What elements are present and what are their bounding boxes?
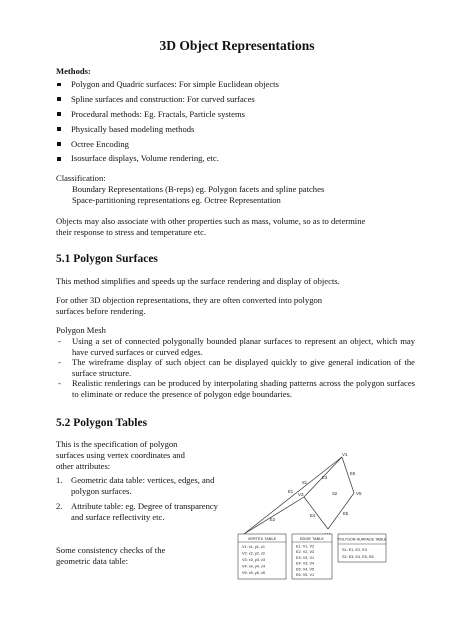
edge-table-row: E5: V4, V5 (296, 567, 315, 572)
mesh-item: - The wireframe display of such object can be displayed quickly to give general indication of the surface structure. (56, 357, 415, 378)
paragraph-line: This is the specification of polygon (56, 439, 178, 449)
vertex-label: V3 (298, 492, 304, 497)
edge-table-row: E4: V3, V4 (296, 561, 315, 566)
section-heading: 5.2 Polygon Tables (56, 417, 148, 429)
edge-line (304, 497, 328, 529)
edge-table-row: E3: V3, V1 (296, 555, 315, 560)
methods-item: Octree Encoding (56, 139, 279, 154)
polygon-tables-list (56, 475, 229, 524)
edge-label: E6 (350, 471, 356, 476)
item-text: Geometric data table: vertices, edges, and polygon surfaces. (71, 475, 215, 497)
vertex-table-title: VERTEX TABLE (247, 536, 277, 541)
mesh-item: - Using a set of connected polygonally bounded planar surfaces to represent an object, which may have curved surfaces or curved edges. (56, 336, 415, 357)
vertex-table-row: V4: x4, y4, z4 (242, 564, 266, 569)
paragraph-line: This method simplifies and speeds up the surface rendering and display of objects. (56, 276, 340, 286)
vertex-label: V1 (342, 452, 348, 457)
methods-item: Procedural methods: Eg. Fractals, Particle systems (56, 109, 279, 124)
paragraph-line: surfaces using vertex coordinates and (56, 450, 185, 460)
edge-line (244, 457, 342, 534)
vertex-label: V5 (356, 491, 362, 496)
vertex-table-row: V2: x2, y2, z2 (242, 551, 266, 556)
polygon-mesh-list (56, 336, 415, 400)
paragraph-line: Objects may also associate with other properties such as mass, volume, so as to determine (56, 216, 366, 226)
paragraph-line: surfaces before rendering. (56, 306, 146, 316)
item-number: 2. (56, 500, 63, 511)
methods-list (56, 79, 279, 168)
polygon-mesh-heading: Polygon Mesh (56, 325, 106, 335)
vertex-table-row: V3: x3, y3, z3 (242, 558, 266, 562)
edge-table-row: E6: V5, V1 (296, 573, 315, 577)
edge-line (328, 493, 354, 529)
paragraph-line: other attributes: (56, 461, 111, 471)
classification-heading: Classification: (56, 173, 106, 183)
edge-table-row: E2: V2, V3 (296, 550, 315, 555)
methods-item: Isosurface displays, Volume rendering, etc. (56, 153, 279, 168)
methods-heading: Methods: (56, 66, 91, 76)
edge-line (244, 497, 304, 534)
paragraph-line: their response to stress and temperature etc. (56, 227, 207, 237)
item-text: Attribute table: eg. Degree of transparency and surface reflectivity etc. (71, 500, 218, 523)
classification-line: Space-partitioning representations eg. Octree Representation (72, 195, 281, 205)
surface-table-title: POLYGON-SURFACE TABLE (337, 537, 387, 542)
paragraph-line: geometric data table: (56, 556, 129, 566)
edge-table-row: E1: V1, V2 (296, 544, 315, 549)
figure-svg (236, 451, 448, 581)
edge-label: E3 (322, 475, 328, 480)
numbered-item (56, 475, 229, 498)
vertex-table-row: V5: x5, y5, z5 (242, 571, 266, 575)
edge-label: E5 (343, 511, 349, 516)
surface-label: S1 (302, 480, 308, 485)
item-number: 1. (56, 475, 63, 485)
edge-label: E1 (288, 489, 294, 494)
paragraph-line: Some consistency checks of the (56, 545, 166, 555)
vertex-table-row: V1: x1, y1, z1 (242, 545, 266, 549)
methods-item: Spline surfaces and construction: For curved surfaces (56, 94, 279, 109)
surface-table-row: S2: E3, E4, E5, E6 (342, 555, 374, 559)
surface-table-row: S1: E1, E2, E3 (342, 548, 367, 552)
methods-item: Physically based modeling methods (56, 124, 279, 139)
paragraph-line: For other 3D objection representations, they are often converted into polygon (56, 295, 323, 305)
methods-item: Polygon and Quadric surfaces: For simple Euclidean objects (56, 79, 279, 94)
mesh-item: - Realistic renderings can be produced by interpolating shading patterns across the polygon surfaces to eliminate or reduce the presence of polygon edge boundaries. (56, 378, 415, 399)
section-heading: 5.1 Polygon Surfaces (56, 253, 158, 265)
page-title: 3D Object Representations (159, 38, 315, 53)
polygon-table-figure (236, 451, 448, 581)
numbered-item (56, 501, 229, 524)
surface-label: S2 (332, 491, 338, 496)
classification-line: Boundary Representations (B-reps) eg. Polygon facets and spline patches (72, 184, 325, 194)
edge-label: E4 (310, 513, 316, 518)
edge-label: E2 (270, 517, 276, 522)
edge-table-title: EDGE TABLE (299, 536, 325, 541)
